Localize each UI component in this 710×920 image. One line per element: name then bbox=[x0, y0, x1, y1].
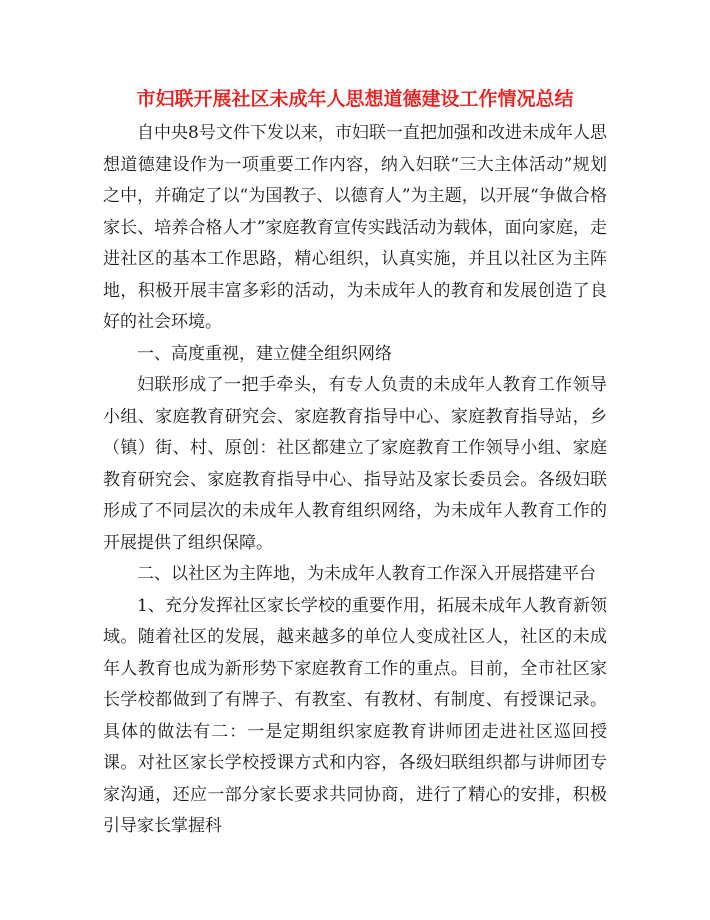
section-2-paragraph: 1、充分发挥社区家长学校的重要作用，拓展未成年人教育新领域。随着社区的发展，越来越多的单位人变成社区人，社区的未成年人教育也成为新形势下家庭教育工作的重点。目前，全市社区家长学校都做到了有牌子、有教室、有教材、有制度、有授课记录。具体的做法有二：一是定期组织家庭教育讲师团走进社区巡回授课。对社区家长学校授课方式和内容，各级妇联组织都与讲师团专家沟通，还应一部分家长要求共同协商，进行了精心的安排，积极引导家长掌握科 bbox=[103, 595, 607, 836]
intro-paragraph: 自中央8号文件下发以来，市妇联一直把加强和改进未成年人思想道德建设作为一项重要工作内容，纳入妇联“三大主体活动”规划之中，并确定了以“为国教子、以德育人”为主题，以开展“争做合格家长、培养合格人才”家庭教育宣传实践活动为载体，面向家庭，走进社区的基本工作思路，精心组织，认真实施，并且以社区为主阵地，积极开展丰富多彩的活动，为未成年人的教育和发展创造了良好的社会环境。 bbox=[103, 123, 607, 332]
section-heading-1: 一、高度重视，建立健全组织网络 bbox=[137, 343, 392, 364]
document-body bbox=[103, 118, 607, 843]
section-heading-2: 二、以社区为主阵地，为未成年人教育工作深入开展搭建平台 bbox=[137, 564, 596, 584]
document-title: 市妇联开展社区未成年人思想道德建设工作情况总结 bbox=[136, 88, 574, 110]
section-1-paragraph: 妇联形成了一把手牵头，有专人负责的未成年人教育工作领导小组、家庭教育研究会、家庭教育指导中心、家庭教育指导站，乡（镇）街、村、原创：社区都建立了家庭教育工作领导小组、家庭教育研究会、家庭教育指导中心、指导站及家长委员会。各级妇联形成了不同层次的未成年人教育组织网络，为未成年人教育工作的开展提供了组织保障。 bbox=[103, 375, 607, 553]
